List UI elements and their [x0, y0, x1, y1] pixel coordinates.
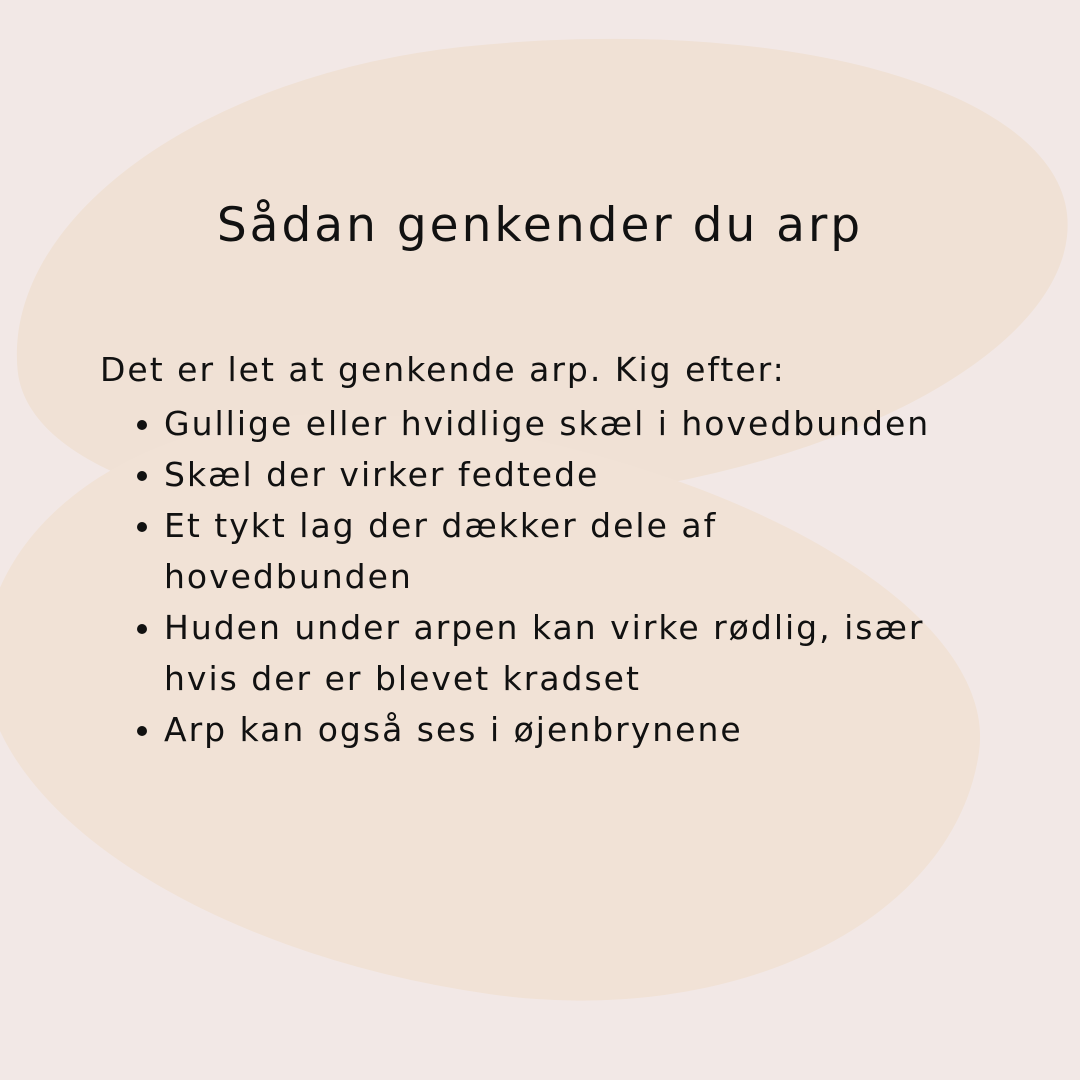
- list-item: • Skæl der virker fedtede: [164, 449, 964, 500]
- intro-text: Det er let at genkende arp. Kig efter:: [100, 350, 786, 389]
- list-item: • Arp kan også ses i øjenbrynene: [164, 704, 964, 755]
- list-item: • Gullige eller hvidlige skæl i hovedbunden: [164, 398, 964, 449]
- list-item: • Et tykt lag der dækker dele af hovedbunden: [164, 500, 964, 602]
- page-title: Sådan genkender du arp: [216, 198, 864, 253]
- symptom-list: [120, 398, 964, 755]
- list-item: • Huden under arpen kan virke rødlig, især hvis der er blevet kradset: [164, 602, 964, 704]
